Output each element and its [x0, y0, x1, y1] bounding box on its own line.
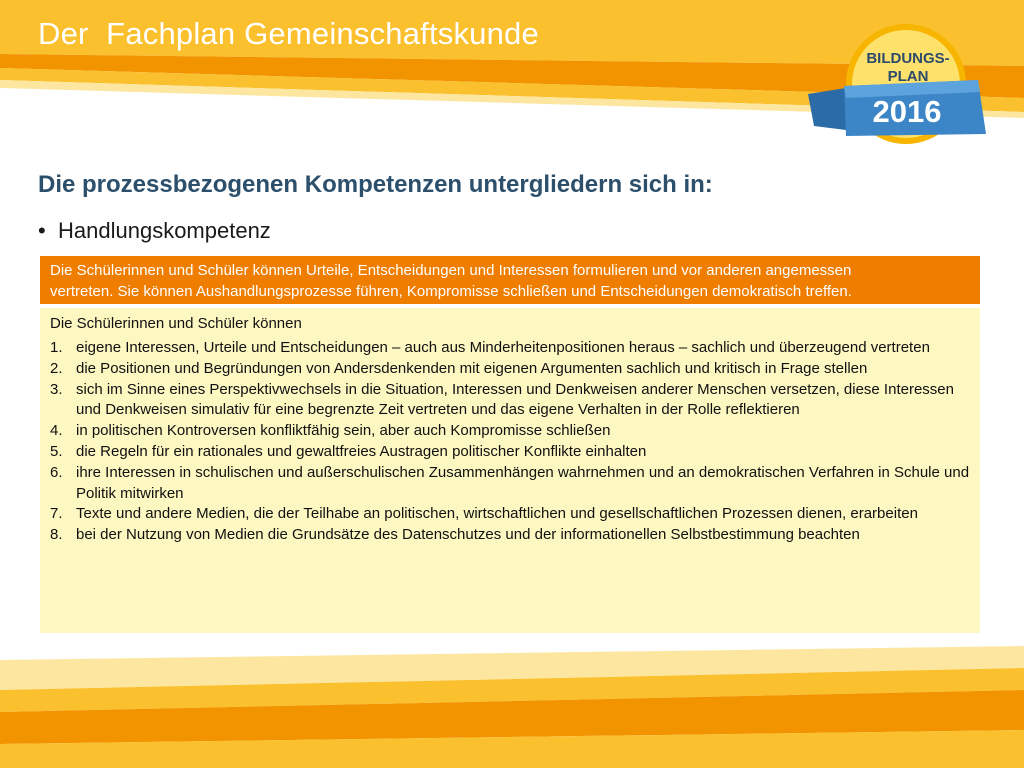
list-item-text: eigene Interessen, Urteile und Entscheidungen – auch aus Minderheitenpositionen heraus – sachlich und überzeugend vertreten	[76, 339, 930, 356]
list-item-number: 4.	[50, 422, 63, 440]
list-item-number: 6.	[50, 463, 63, 481]
bullet-label: Handlungskompetenz	[58, 218, 271, 243]
list-item-text: ihre Interessen in schulischen und außerschulischen Zusammenhängen wahrnehmen und an demokratischen Verfahren in Schule und Politik mitwirken	[76, 463, 970, 502]
logo-line1: BILDUNGS-	[866, 50, 950, 67]
list-item	[50, 338, 970, 359]
list-item-number: 1.	[50, 339, 63, 356]
list-item-text: Texte und andere Medien, die der Teilhabe an politischen, wirtschaftlichen und gesellschaftlichen Prozessen dienen, erarbeiten	[76, 505, 918, 523]
list-item-number: 7.	[50, 505, 63, 523]
list-intro: Die Schülerinnen und Schüler können	[50, 315, 302, 332]
section-heading: Die prozessbezogenen Kompetenzen untergliedern sich in:	[38, 171, 713, 198]
page-title: Der Fachplan Gemeinschaftskunde	[38, 16, 539, 51]
list-item-number: 2.	[50, 359, 63, 377]
competence-summary-box	[40, 256, 980, 304]
list-item-text: sich im Sinne eines Perspektivwechsels in die Situation, Interessen und Denkweisen anderer Menschen versetzen, diese Interessen und Denkweisen simulativ für eine begrenzte Zeit vertreten und das eigene Verhalten in der Rolle reflektieren	[76, 380, 954, 419]
list-item-text: die Regeln für ein rationales und gewaltfreies Austragen politischer Konflikte einhalten	[76, 442, 647, 460]
list-item	[50, 380, 970, 422]
competence-list-box	[40, 308, 980, 633]
list-item-number: 3.	[50, 380, 63, 398]
list-item-text: die Positionen und Begründungen von Andersdenkenden mit eigenen Argumenten sachlich und kritisch in Frage stellen	[76, 359, 868, 377]
bildungsplan-logo	[808, 22, 998, 152]
summary-line-1: Die Schülerinnen und Schüler können Urteile, Entscheidungen und Interessen formulieren und vor anderen angemessen	[50, 262, 852, 279]
list-item	[50, 442, 970, 463]
list-item-number: 5.	[50, 442, 63, 460]
list-item-number: 8.	[50, 526, 63, 544]
competence-list	[50, 338, 970, 546]
list-item	[50, 525, 970, 546]
list-item-text: in politischen Kontroversen konfliktfähig sein, aber auch Kompromisse schließen	[76, 422, 611, 440]
summary-line-2: vertreten. Sie können Aushandlungsprozesse führen, Kompromisse schließen und Entscheidungen demokratisch treffen.	[50, 282, 852, 300]
list-item	[50, 504, 970, 525]
list-item-text: bei der Nutzung von Medien die Grundsätze des Datenschutzes und der informationellen Selbstbestimmung beachten	[76, 526, 860, 544]
bullet-item	[38, 218, 271, 244]
list-item	[50, 421, 970, 442]
list-item	[50, 463, 970, 505]
bullet-dot-icon: •	[38, 218, 46, 243]
list-item	[50, 359, 970, 380]
logo-year: 2016	[872, 94, 942, 129]
logo-line2: PLAN	[887, 68, 929, 85]
